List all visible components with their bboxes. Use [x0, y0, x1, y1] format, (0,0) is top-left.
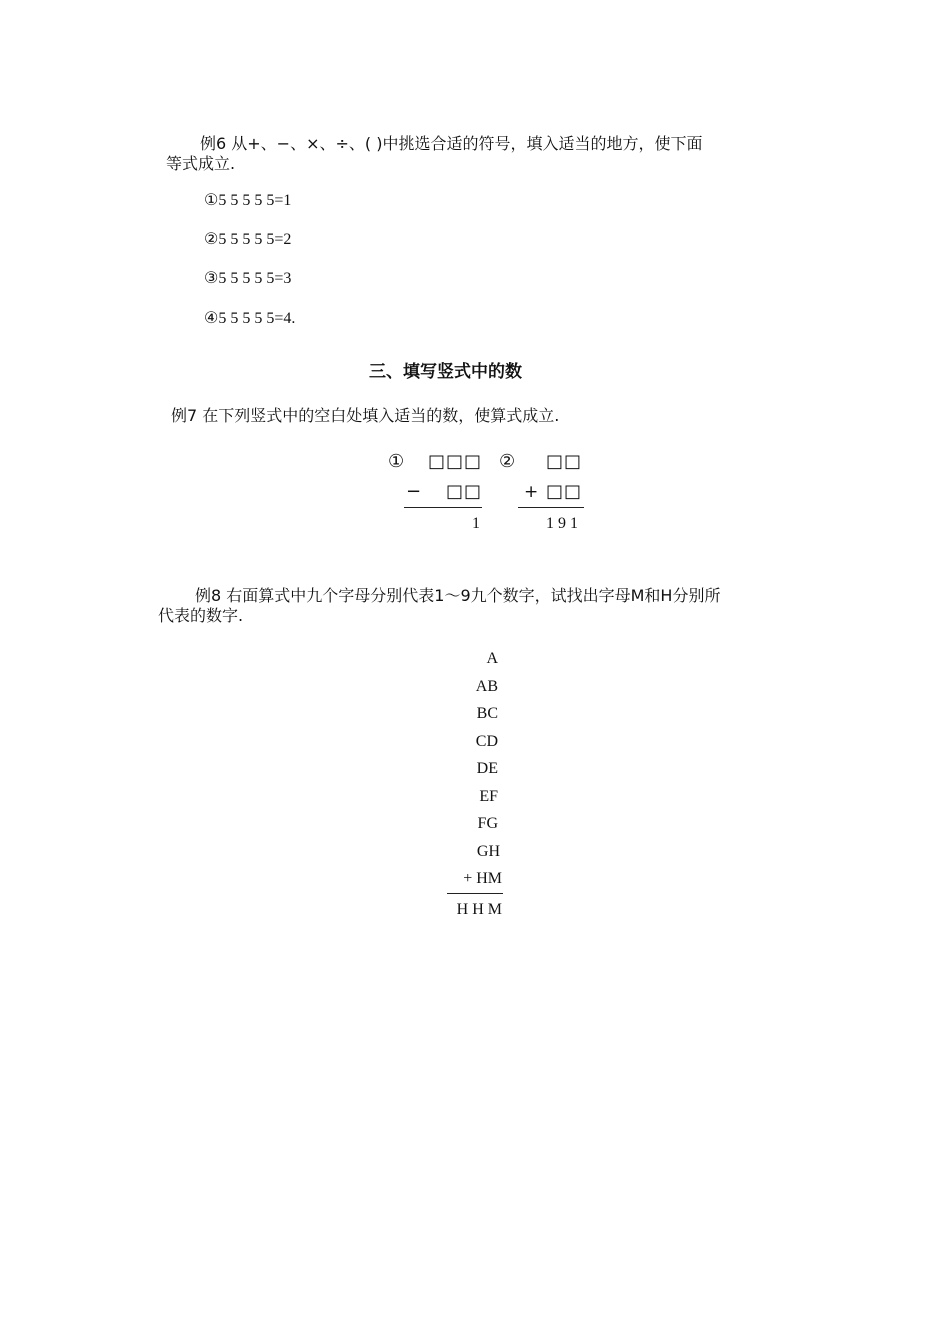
problem2-second-boxes: □□: [545, 481, 582, 502]
example6-item-3: ③5 5 5 5 5=3: [204, 270, 292, 287]
problem1-second-boxes: □□: [445, 481, 482, 502]
example6-item-4: ④5 5 5 5 5=4.: [204, 310, 296, 327]
problem2-top-boxes: □□: [545, 451, 582, 472]
section-title: 三、填写竖式中的数: [369, 362, 522, 382]
addend-row: GH: [476, 843, 500, 860]
problem1-operator: −: [406, 481, 422, 502]
addend-row: BC: [476, 705, 498, 722]
problem2-operator: +: [524, 482, 539, 502]
last-addend-row: + HM: [463, 870, 502, 887]
example7-text: 例7 在下列竖式中的空白处填入适当的数，使算式成立.: [171, 406, 560, 425]
addend-row: A: [486, 650, 498, 667]
addend-row: AB: [475, 678, 498, 695]
problem2-rule: [518, 507, 584, 508]
problem1-marker: ①: [388, 451, 405, 472]
example6-text-line2: 等式成立.: [166, 154, 236, 173]
problem2-result: 1 9 1: [546, 515, 578, 532]
addend-row: CD: [475, 733, 498, 750]
example8-text-line1: 例8 右面算式中九个字母分别代表1～9九个数字，试找出字母M和H分别所: [195, 586, 721, 605]
example6-item-2: ②5 5 5 5 5=2: [204, 231, 292, 248]
problem2-marker: ②: [499, 451, 516, 472]
example6-item-1: ①5 5 5 5 5=1: [204, 192, 292, 209]
addend-row: FG: [477, 815, 498, 832]
example6-text-line1: 例6 从+、−、×、÷、( )中挑选合适的符号，填入适当的地方，使下面: [200, 134, 703, 153]
sum-row: H H M: [456, 901, 502, 918]
addend-row: DE: [476, 760, 498, 777]
addend-row: EF: [479, 788, 498, 805]
sum-rule: [447, 893, 503, 894]
problem1-rule: [404, 507, 482, 508]
problem1-result: 1: [472, 515, 480, 532]
problem1-top-boxes: □□□: [427, 451, 482, 472]
example8-text-line2: 代表的数字.: [158, 606, 244, 625]
